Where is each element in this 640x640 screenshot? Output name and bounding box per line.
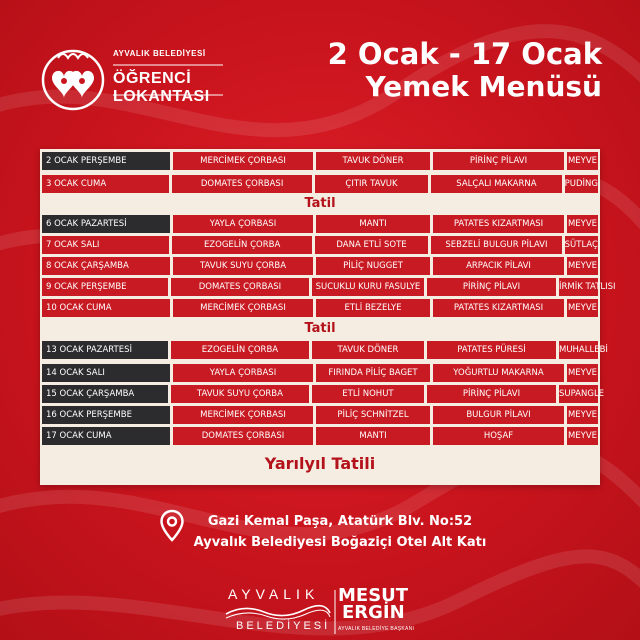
menu-dessert: MEYVE [567,364,598,382]
menu-soup: EZOGELİN ÇORBA [171,341,309,359]
menu-date: 13 OCAK PAZARTESİ [42,341,168,359]
menu-date: 2 OCAK PERŞEMBE [42,152,170,170]
menu-main-course: SUCUKLU KURU FASULYE [312,278,424,296]
table-row [42,215,598,233]
table-row [42,175,598,193]
menu-date: 17 OCAK CUMA [42,427,170,445]
menu-side-dish: YOĞURTLU MAKARNA [433,364,564,382]
address-line-1: Gazi Kemal Paşa, Atatürk Blv. No:52 [207,514,473,529]
page-title [328,38,602,104]
menu-side-dish: PATATES KIZARTMASI [433,299,564,317]
menu-dessert: PUDİNG [565,175,598,193]
menu-soup: TAVUK SUYU ÇORBA [173,257,313,275]
holiday-label: Tatil [304,321,336,336]
menu-side-dish: SEBZELİ BULGUR PİLAVI [431,236,561,254]
logo-divider [113,62,223,68]
menu-soup: MERCİMEK ÇORBASI [173,406,313,424]
mayor-last-name: ERGİN [342,602,405,623]
title-date-range: 2 Ocak - 17 Ocak [327,37,602,71]
menu-table [40,149,616,485]
menu-side-dish: SALÇALI MAKARNA [431,175,561,193]
menu-dessert: MEYVE [567,152,598,170]
holiday-label: Tatil [304,196,336,211]
menu-dessert: İRMİK TATLISI [559,278,598,296]
menu-date: 15 OCAK ÇARŞAMBA [42,385,168,403]
menu-main-course: FIRINDA PİLİÇ BAGET [316,364,430,382]
menu-main-course: TAVUK DÖNER [312,341,424,359]
table-row [42,152,598,170]
menu-main-course: PİLİÇ NUGGET [316,257,430,275]
student-restaurant-logo [38,40,228,120]
logo-municipality-text: AYVALIK BELEDİYESİ [113,49,206,58]
menu-soup: EZOGELİN ÇORBA [172,236,311,254]
menu-date: 8 OCAK ÇARŞAMBA [42,257,170,275]
title-menu-label: Yemek Menüsü [365,70,602,104]
ayvalik-municipality-logo [224,586,332,636]
ayvalik-logo-bottom: BELEDİYESİ [236,620,331,632]
menu-side-dish: ARPACIK PİLAVI [433,257,564,275]
menu-side-dish: PİRİNÇ PİLAVI [433,152,564,170]
menu-main-course: ETLİ BEZELYE [316,299,430,317]
ayvalik-logo-top: AYVALIK [228,586,320,602]
menu-soup: DOMATES ÇORBASI [172,175,311,193]
table-row [42,236,598,254]
menu-date: 7 OCAK SALI [42,236,169,254]
menu-main-course: TAVUK DÖNER [316,152,430,170]
menu-side-dish: PİRİNÇ PİLAVI [427,278,556,296]
menu-dessert: MEYVE [567,406,598,424]
menu-main-course: ÇITIR TAVUK [315,175,428,193]
menu-date: 6 OCAK PAZARTESİ [42,215,170,233]
menu-side-dish: BULGUR PİLAVI [433,406,564,424]
menu-main-course: MANTI [316,215,430,233]
table-row [42,257,598,275]
mayor-title: AYVALIK BELEDİYE BAŞKANI [338,626,415,632]
restaurant-emblem-icon [38,40,108,120]
menu-soup: TAVUK SUYU ÇORBA [171,385,309,403]
menu-dessert: MEYVE [567,215,598,233]
semester-break-label: Yarılyıl Tatili [264,454,376,473]
menu-date: 3 OCAK CUMA [42,175,169,193]
mayor-first-name: MESUT [338,585,409,606]
logo-restaurant-name: ÖĞRENCİ LOKANTASI [113,70,210,105]
menu-main-course: ETLİ NOHUT [312,385,424,403]
address-line-2: Ayvalık Belediyesi Boğaziçi Otel Alt Katı [193,535,487,550]
menu-main-course: DANA ETLİ SOTE [315,236,428,254]
table-row [42,427,598,445]
menu-dessert: MEYVE [567,427,598,445]
menu-soup: MERCİMEK ÇORBASI [173,299,313,317]
menu-soup: YAYLA ÇORBASI [173,364,313,382]
menu-date: 14 OCAK SALI [42,364,170,382]
menu-soup: DOMATES ÇORBASI [173,427,313,445]
menu-dessert: SUPANGLE [559,385,598,403]
menu-dessert: MEYVE [567,257,598,275]
menu-date: 16 OCAK PERŞEMBE [42,406,170,424]
menu-dessert: MEYVE [567,299,598,317]
menu-side-dish: PİRİNÇ PİLAVI [427,385,556,403]
menu-side-dish: PATATES KIZARTMASI [433,215,564,233]
menu-soup: DOMATES ÇORBASI [171,278,309,296]
menu-date: 9 OCAK PERŞEMBE [42,278,168,296]
menu-soup: MERCİMEK ÇORBASI [173,152,313,170]
footer-divider [334,590,336,634]
menu-date: 10 OCAK CUMA [42,299,170,317]
menu-dessert: SÜTLAÇ [565,236,598,254]
menu-main-course: PİLİÇ SCHNİTZEL [316,406,430,424]
mayor-logo [338,585,418,637]
table-row [42,341,608,359]
table-row [42,299,598,317]
logo-divider-bottom [113,92,223,98]
address-block [0,511,640,553]
table-row [42,385,605,403]
menu-dessert: MUHALLEBİ [559,341,598,359]
ayvalik-wave-icon [224,604,332,620]
menu-soup: YAYLA ÇORBASI [173,215,313,233]
menu-side-dish: PATATES PÜRESİ [427,341,556,359]
table-row [42,278,616,296]
menu-side-dish: HOŞAF [433,427,564,445]
table-row [42,364,598,382]
table-row [42,406,598,424]
menu-main-course: MANTI [316,427,430,445]
